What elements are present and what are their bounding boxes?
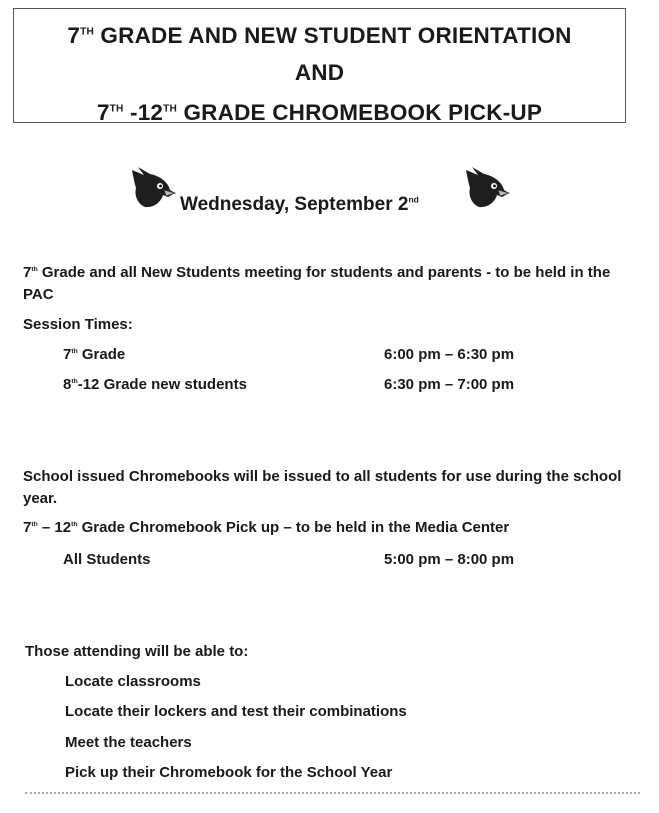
pickup-grade-start: 7 (23, 519, 32, 536)
session-grade-suffix: th (71, 348, 78, 355)
session-row-label (63, 376, 247, 393)
chromebook-intro: School issued Chromebooks will be issued to all students for use during the school year. (23, 468, 622, 507)
session-label-text: -12 Grade new students (77, 376, 247, 393)
list-item: Pick up their Chromebook for the School Year (65, 764, 393, 781)
intro-grade-suffix: th (31, 266, 38, 273)
list-item: Locate classrooms (65, 673, 201, 690)
session-grade-number: 8 (63, 376, 72, 393)
orientation-intro (23, 262, 638, 306)
session-label-text: Grade (77, 346, 126, 363)
pickup-grade-end: – 12 (37, 519, 72, 536)
title-line-3-text: GRADE CHROMEBOOK PICK-UP (177, 100, 543, 125)
intro-grade-number: 7 (23, 264, 32, 281)
pickup-text: Grade Chromebook Pick up – to be held in the Media Center (77, 519, 510, 536)
session-times-label: Session Times: (23, 316, 133, 333)
title-grade-number: 7 (67, 23, 81, 48)
attending-heading: Those attending will be able to: (25, 643, 249, 660)
title-box (13, 8, 626, 123)
chromebook-pickup-line (23, 519, 509, 536)
event-date (180, 194, 419, 216)
bottom-divider (25, 792, 640, 794)
list-item: Meet the teachers (65, 734, 192, 751)
pickup-grade-end-suffix: th (71, 521, 78, 528)
title-grade-end: -12 (123, 100, 164, 125)
pickup-grade-start-suffix: th (31, 521, 38, 528)
session-row-time: 6:00 pm – 6:30 pm (384, 346, 515, 363)
session-grade-suffix: th (71, 378, 78, 385)
title-grade-start-suffix: TH (109, 103, 124, 115)
session-row-time: 6:30 pm – 7:00 pm (384, 376, 515, 393)
session-row-label (63, 346, 125, 363)
title-line-2: AND (294, 60, 345, 85)
all-students-label: All Students (63, 551, 151, 568)
title-line-1 (14, 23, 625, 49)
event-date-suffix: nd (408, 194, 419, 205)
title-grade-suffix: TH (80, 26, 94, 38)
title-grade-start: 7 (96, 100, 110, 125)
cardinal-head-icon (130, 166, 176, 210)
intro-text: Grade and all New Students meeting for students and parents - to be held in the PAC (23, 264, 611, 303)
title-line-3 (14, 100, 625, 126)
session-grade-number: 7 (63, 346, 72, 363)
all-students-time: 5:00 pm – 8:00 pm (384, 551, 515, 568)
title-grade-end-suffix: TH (163, 103, 178, 115)
cardinal-head-icon (464, 166, 510, 210)
title-line-1-text: GRADE AND NEW STUDENT ORIENTATION (93, 23, 572, 48)
list-item: Locate their lockers and test their combinations (65, 703, 407, 720)
event-date-text: Wednesday, September 2 (180, 194, 409, 215)
